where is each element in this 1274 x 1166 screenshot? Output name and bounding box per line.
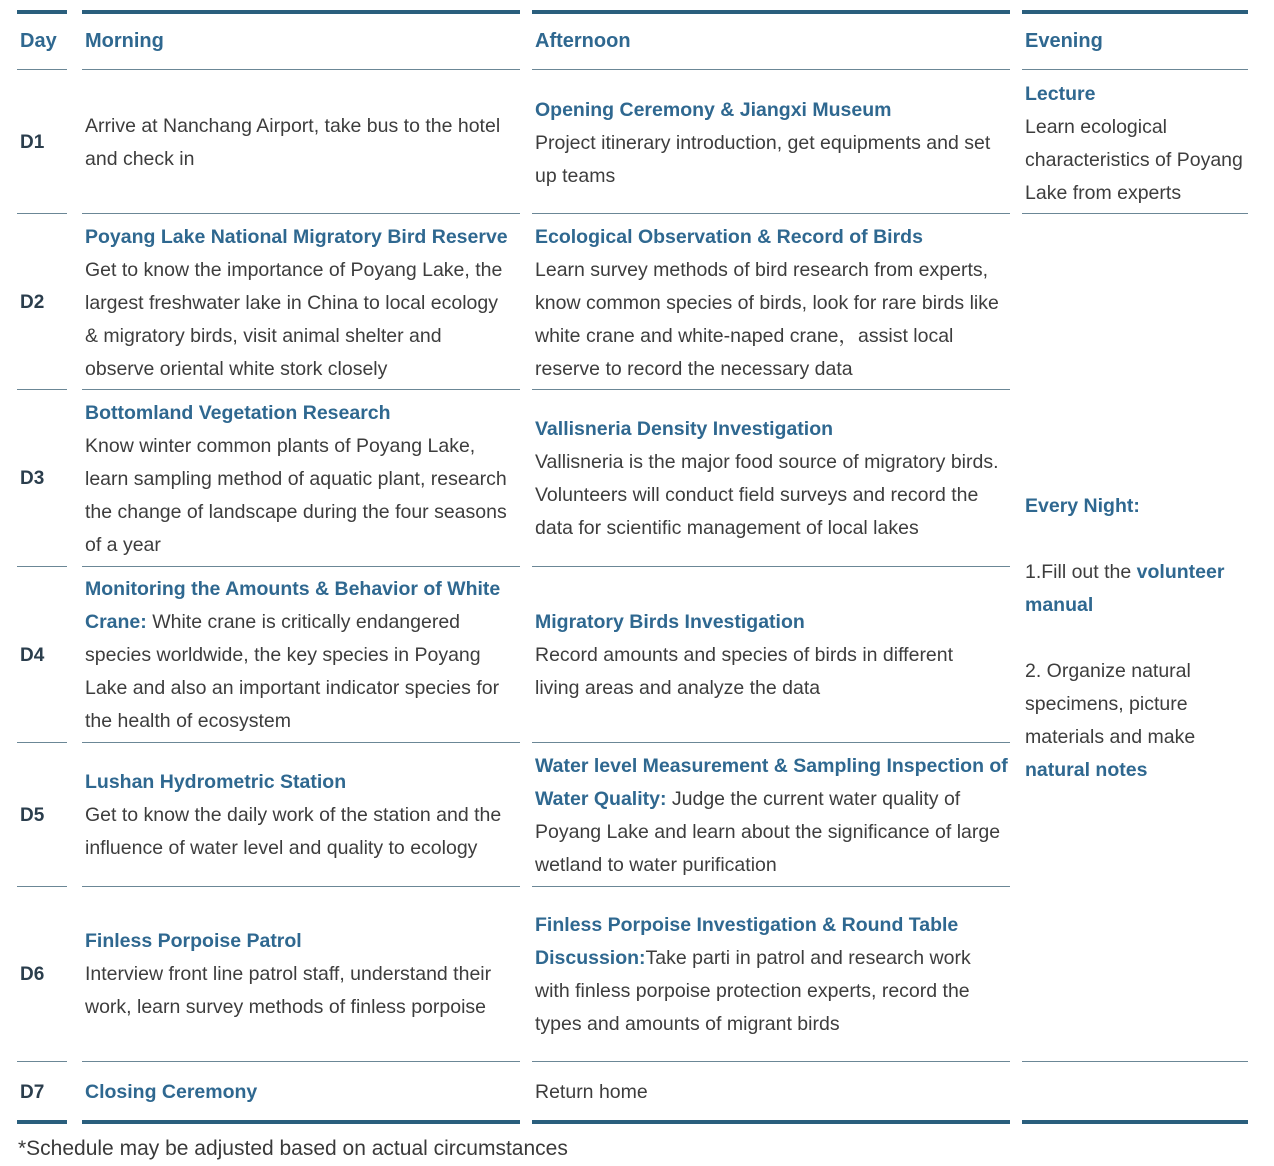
evening-d1-cell bbox=[1025, 78, 1250, 210]
activity-title: Vallisneria Density Investigation bbox=[535, 418, 834, 440]
divider bbox=[17, 886, 67, 887]
afternoon-cell bbox=[535, 221, 1010, 386]
afternoon-cell bbox=[535, 413, 1010, 545]
divider bbox=[532, 1061, 1010, 1062]
divider bbox=[532, 69, 1010, 70]
divider bbox=[1022, 213, 1248, 214]
activity-text: Judge the current water quality of Poyang Lake and learn about the significance of large wetland to water purification bbox=[535, 788, 1001, 876]
activity-text: Return home bbox=[535, 1081, 648, 1103]
afternoon-cell bbox=[535, 1076, 1000, 1109]
activity-title: Ecological Observation & Record of Birds bbox=[535, 226, 923, 248]
footer-rule bbox=[532, 1120, 1010, 1124]
footer-rule bbox=[82, 1120, 520, 1124]
day-label: D4 bbox=[20, 645, 45, 666]
activity-text: Arrive at Nanchang Airport, take bus to the hotel and check in bbox=[85, 115, 501, 170]
activity-text: Take parti in patrol and research work with finless porpoise protection experts, record the types and amounts of migrant birds bbox=[535, 947, 971, 1035]
activity-title: Opening Ceremony & Jiangxi Museum bbox=[535, 99, 892, 121]
activity-title: Finless Porpoise Patrol bbox=[85, 930, 302, 952]
header-rule-afternoon bbox=[532, 10, 1010, 14]
divider bbox=[532, 389, 1010, 390]
header-day: Day bbox=[20, 30, 57, 52]
morning-cell bbox=[85, 925, 520, 1024]
divider bbox=[82, 742, 520, 743]
activity-title: Bottomland Vegetation Research bbox=[85, 402, 391, 424]
footnote: *Schedule may be adjusted based on actual circumstances bbox=[18, 1137, 568, 1160]
divider bbox=[17, 69, 67, 70]
divider bbox=[82, 566, 520, 567]
morning-cell bbox=[85, 397, 510, 562]
footer-rule bbox=[17, 1120, 67, 1124]
activity-title: Finless Porpoise Investigation & Round Table Discussion: bbox=[535, 914, 959, 969]
activity-title: Lushan Hydrometric Station bbox=[85, 771, 347, 793]
divider bbox=[17, 1061, 67, 1062]
activity-text: Project itinerary introduction, get equipments and set up teams bbox=[535, 132, 991, 187]
header-evening: Evening bbox=[1025, 30, 1103, 52]
morning-cell bbox=[85, 573, 520, 738]
every-night-title: Every Night: bbox=[1025, 495, 1140, 517]
day-label: D1 bbox=[20, 132, 45, 153]
day-label: D3 bbox=[20, 468, 45, 489]
divider bbox=[1022, 69, 1248, 70]
morning-cell bbox=[85, 1076, 520, 1109]
activity-text: Interview front line patrol staff, understand their work, learn survey methods of finless porpoise bbox=[85, 963, 492, 1018]
every-night-item-2: 2. Organize natural specimens, picture materials and make bbox=[1025, 660, 1196, 748]
header-rule-day bbox=[17, 10, 67, 14]
divider bbox=[82, 1061, 520, 1062]
activity-text: Get to know the importance of Poyang Lake, the largest freshwater lake in China to local ecology & migratory birds, visit animal shelter and observe oriental white stork closely bbox=[85, 259, 503, 380]
activity-text: Get to know the daily work of the station and the influence of water level and quality to ecology bbox=[85, 804, 502, 859]
every-night-item-2-bold: natural notes bbox=[1025, 759, 1148, 781]
activity-title: Monitoring the Amounts & Behavior of White Crane: bbox=[85, 578, 501, 633]
day-label: D2 bbox=[20, 292, 45, 313]
divider bbox=[82, 213, 520, 214]
day-label: D6 bbox=[20, 964, 45, 985]
header-morning: Morning bbox=[85, 30, 164, 52]
divider bbox=[82, 389, 520, 390]
activity-text: White crane is critically endangered species worldwide, the key species in Poyang Lake and also an important indicator species for the health of ecosystem bbox=[85, 611, 500, 732]
lecture-text: Learn ecological characteristics of Poyang Lake from experts bbox=[1025, 116, 1243, 204]
afternoon-cell bbox=[535, 94, 1005, 193]
day-label: D7 bbox=[20, 1082, 45, 1103]
morning-cell bbox=[85, 221, 515, 386]
morning-cell bbox=[85, 766, 525, 865]
activity-text: Know winter common plants of Poyang Lake, learn sampling method of aquatic plant, research the change of landscape during the four seasons of a year bbox=[85, 435, 507, 556]
header-afternoon: Afternoon bbox=[535, 30, 631, 52]
evening-every-night bbox=[1025, 490, 1250, 787]
divider bbox=[1022, 1061, 1248, 1062]
activity-title: Water level Measurement & Sampling Inspection of Water Quality: bbox=[535, 755, 1008, 810]
divider bbox=[17, 566, 67, 567]
divider bbox=[17, 742, 67, 743]
activity-text: Learn survey methods of bird research from experts, know common species of birds, look for rare birds like white crane and white-naped crane，assist local reserve to record the necessary data bbox=[535, 259, 999, 380]
every-night-item-1: 1.Fill out the bbox=[1025, 561, 1137, 583]
header-rule-morning bbox=[82, 10, 520, 14]
activity-text: Record amounts and species of birds in different living areas and analyze the data bbox=[535, 644, 954, 699]
divider bbox=[17, 389, 67, 390]
divider bbox=[82, 69, 520, 70]
footer-rule bbox=[1022, 1120, 1248, 1124]
afternoon-cell bbox=[535, 909, 1000, 1041]
activity-title: Closing Ceremony bbox=[85, 1081, 258, 1103]
divider bbox=[532, 213, 1010, 214]
divider bbox=[532, 742, 1010, 743]
morning-cell bbox=[85, 110, 525, 176]
activity-title: Poyang Lake National Migratory Bird Reserve bbox=[85, 226, 508, 248]
day-label: D5 bbox=[20, 805, 45, 826]
divider bbox=[82, 886, 520, 887]
activity-text: Vallisneria is the major food source of migratory birds. Volunteers will conduct field surveys and record the data for scientific management of local lakes bbox=[535, 451, 999, 539]
divider bbox=[17, 213, 67, 214]
afternoon-cell bbox=[535, 750, 1010, 882]
lecture-title: Lecture bbox=[1025, 83, 1096, 105]
activity-title: Migratory Birds Investigation bbox=[535, 611, 805, 633]
divider bbox=[532, 566, 1010, 567]
afternoon-cell bbox=[535, 606, 995, 705]
every-night-item-1-bold: volunteer manual bbox=[1025, 561, 1225, 616]
divider bbox=[532, 886, 1010, 887]
header-rule-evening bbox=[1022, 10, 1248, 14]
